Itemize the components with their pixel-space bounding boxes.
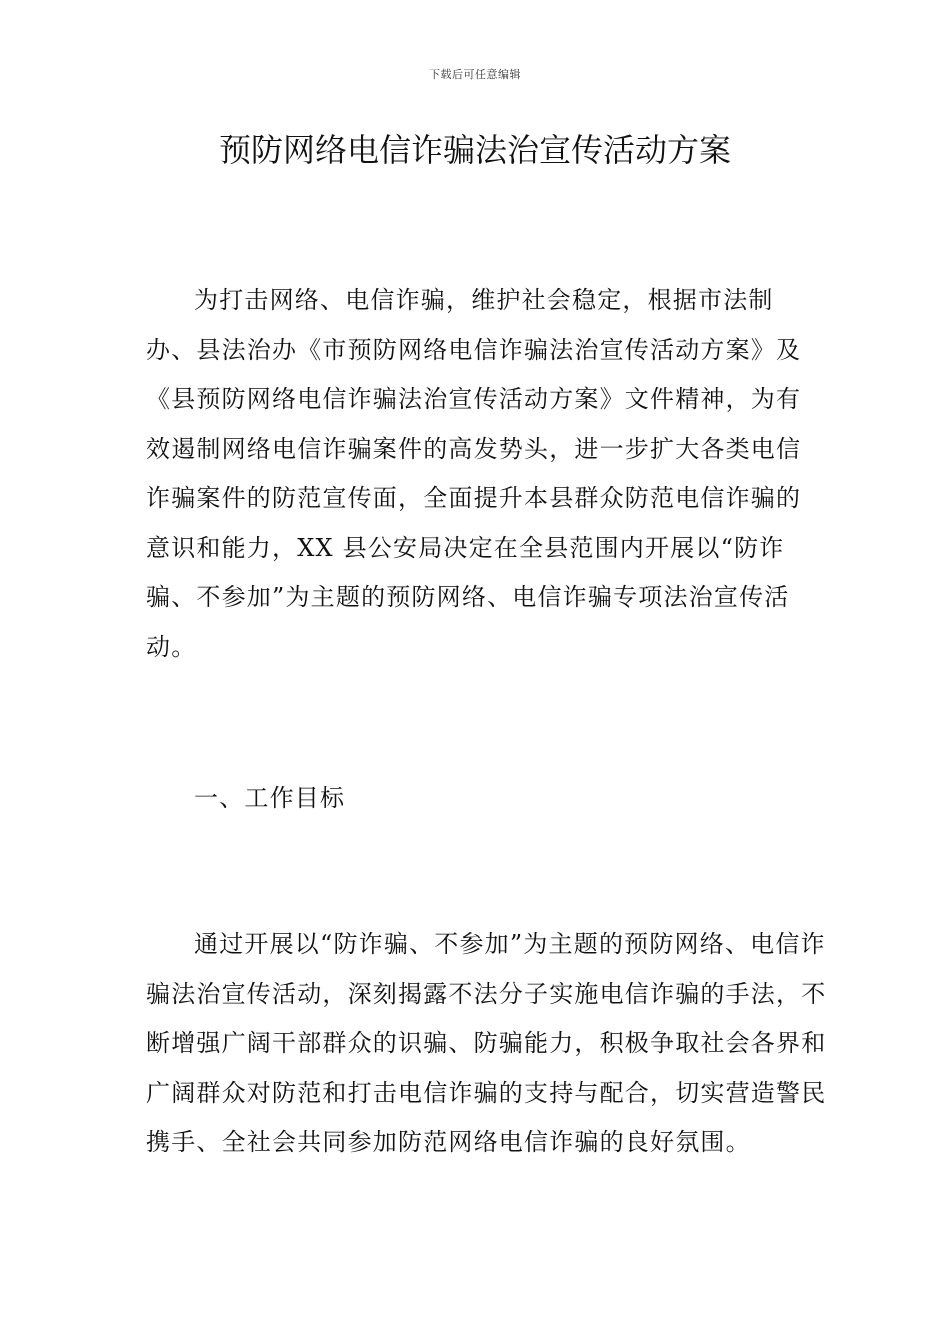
intro-paragraph: 为打击网络、电信诈骗，维护社会稳定，根据市法制办、县法治办《市预防网络电信诈骗法治宣传活动方案》及《县预防网络电信诈骗法治宣传活动方案》文件精神，为有效遏制网络电信诈骗案件的高发势头，进一步扩大各类电信诈骗案件的防范宣传面，全面提升本县群众防范电信诈骗的意识和能力，XX 县公安局决定在全县范围内开展以“防诈骗、不参加”为主题的预防网络、电信诈骗专项法治宣传活动。 <box>146 286 802 661</box>
document-title: 预防网络电信诈骗法治宣传活动方案 <box>218 131 731 169</box>
work-goals-paragraph: 通过开展以“防诈骗、不参加”为主题的预防网络、电信诈骗法治宣传活动，深刻揭露不法分子实施电信诈骗的手法，不断增强广阔干部群众的识骗、防骗能力，积极争取社会各界和广阔群众对防范和打击电信诈骗的支持与配合，切实营造警民携手、全社会共同参加防范网络电信诈骗的良好氛围。 <box>146 930 827 1156</box>
section-heading-work-goals: 一、工作目标 <box>194 784 346 812</box>
header-note: 下载后可任意编辑 <box>429 68 521 81</box>
